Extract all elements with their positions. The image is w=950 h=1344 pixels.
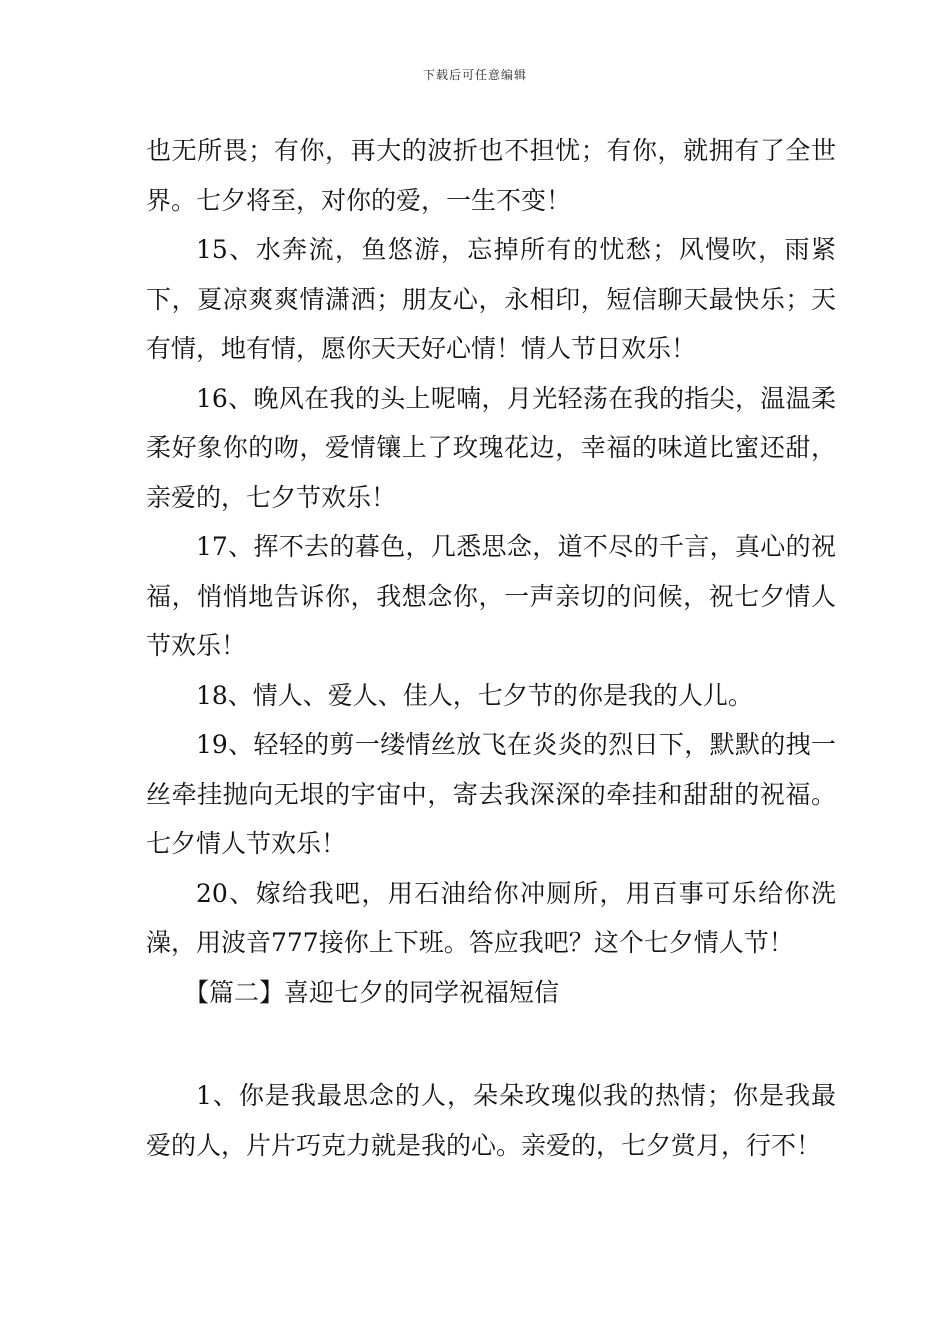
paragraph-item-18: 18、情人、爱人、佳人，七夕节的你是我的人儿。 xyxy=(196,680,753,710)
paragraph-item-17: 17、挥不去的暮色，几悉思念，道不尽的千言，真心的祝福，悄悄地告诉你，我想念你，一声亲切的问候，祝七夕情人节欢乐！ xyxy=(146,532,836,660)
paragraph-item-1: 1、你是我最思念的人，朵朵玫瑰似我的热情；你是我最爱的人，片片巧克力就是我的心。亲爱的，七夕赏月，行不！ xyxy=(146,1081,836,1160)
paragraph-item-15: 15、水奔流，鱼悠游，忘掉所有的忧愁；风慢吹，雨紧下，夏凉爽爽情潇洒；朋友心，永相印，短信聊天最快乐；天有情，地有情，愿你天天好心情！情人节日欢乐！ xyxy=(146,235,836,363)
section-spacer xyxy=(146,1017,836,1071)
section-heading: 【篇二】喜迎七夕的同学祝福短信 xyxy=(184,977,560,1007)
paragraph-continuation: 也无所畏；有你，再大的波折也不担忧；有你，就拥有了全世界。七夕将至，对你的爱，一生不变！ xyxy=(146,136,836,215)
paragraph-item-19: 19、轻轻的剪一缕情丝放飞在炎炎的烈日下，默默的拽一丝牵挂抛向无垠的宇宙中，寄去我深深的牵挂和甜甜的祝福。七夕情人节欢乐！ xyxy=(146,730,836,858)
paragraph-item-20: 20、嫁给我吧，用石油给你冲厕所，用百事可乐给你洗澡，用波音777接你上下班。答应我吧？这个七夕情人节！ xyxy=(146,878,836,957)
header-note: 下载后可任意编辑 xyxy=(422,68,527,82)
paragraph-item-16: 16、晚风在我的头上呢喃，月光轻荡在我的指尖，温温柔柔好象你的吻，爱情镶上了玫瑰花边，幸福的味道比蜜还甜，亲爱的，七夕节欢乐！ xyxy=(146,383,836,512)
document-body xyxy=(146,126,836,1170)
